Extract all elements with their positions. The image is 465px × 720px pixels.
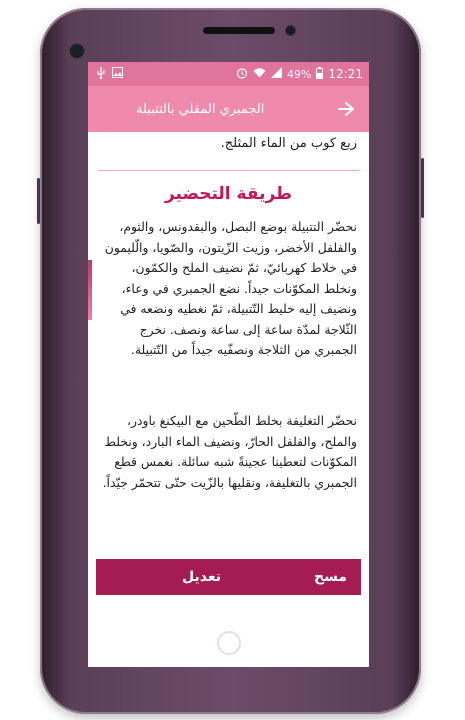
image-icon [112,67,123,81]
signal-icon [271,67,282,81]
arrow-back-icon [338,102,354,116]
recipe-content [88,132,369,552]
screen-edge-reflection [88,260,92,320]
back-button[interactable] [335,98,357,120]
camera-lens [70,44,84,58]
ingredient-line: ربع كوب من الماء المثلج. [220,136,357,151]
instructions-paragraph: نحضّر التتبيلة بوضع البصل، والبقدونس، والثوم، والفلفل الأخضر، وزيت الزّيتون، والصّويا، والّليمون في خلاط كهربائيّ، ثمّ نضيف الملح والكمّون، ونخلط المكوّنات جيداً. نضع الجمبري في وعاء، ونضيف إليه خليط التّتبيلة، ثمّ نغطيه ونضعه في الثّلاجة لمدّة ساعة إلى ساعة ونصف. نخرج الجمبري من الثلاجة ونصفّيه جيداً من التّتبيلة. [104,219,357,357]
edit-button[interactable]: تعديل [182,569,221,585]
action-bar [96,559,361,595]
app-title: الجمبري المقلي بالتتبيلة [136,101,265,117]
status-bar [88,62,369,86]
clock: 12:21 [328,67,363,81]
section-title: طريقة التحضير [164,184,293,204]
delete-button[interactable]: مسح [313,569,347,585]
volume-button [37,178,40,224]
app-bar [88,86,369,132]
power-button [421,158,424,218]
section-divider [98,170,359,171]
screen [88,62,369,667]
earpiece-speaker [203,27,275,34]
battery-icon [316,67,323,82]
navigation-bar [88,619,369,667]
battery-percent: 49% [286,67,312,81]
wifi-icon [253,67,266,81]
home-button[interactable] [217,631,241,655]
usb-icon [96,67,106,82]
alarm-icon [236,67,248,82]
coating-paragraph: نحضّر التغليفة بخلط الطّحين مع البيكنغ باودر، والملح، والفلفل الحارّ، ونضيف الماء البارد، ونخلط المكوّنات لتعطينا عجينةً شبه سائلة. نغمس قطع الجمبري بالتغليفة، ونقليها بالزّيت حتّى تتحمّر جيّداً. [102,413,357,490]
front-camera [286,26,295,35]
